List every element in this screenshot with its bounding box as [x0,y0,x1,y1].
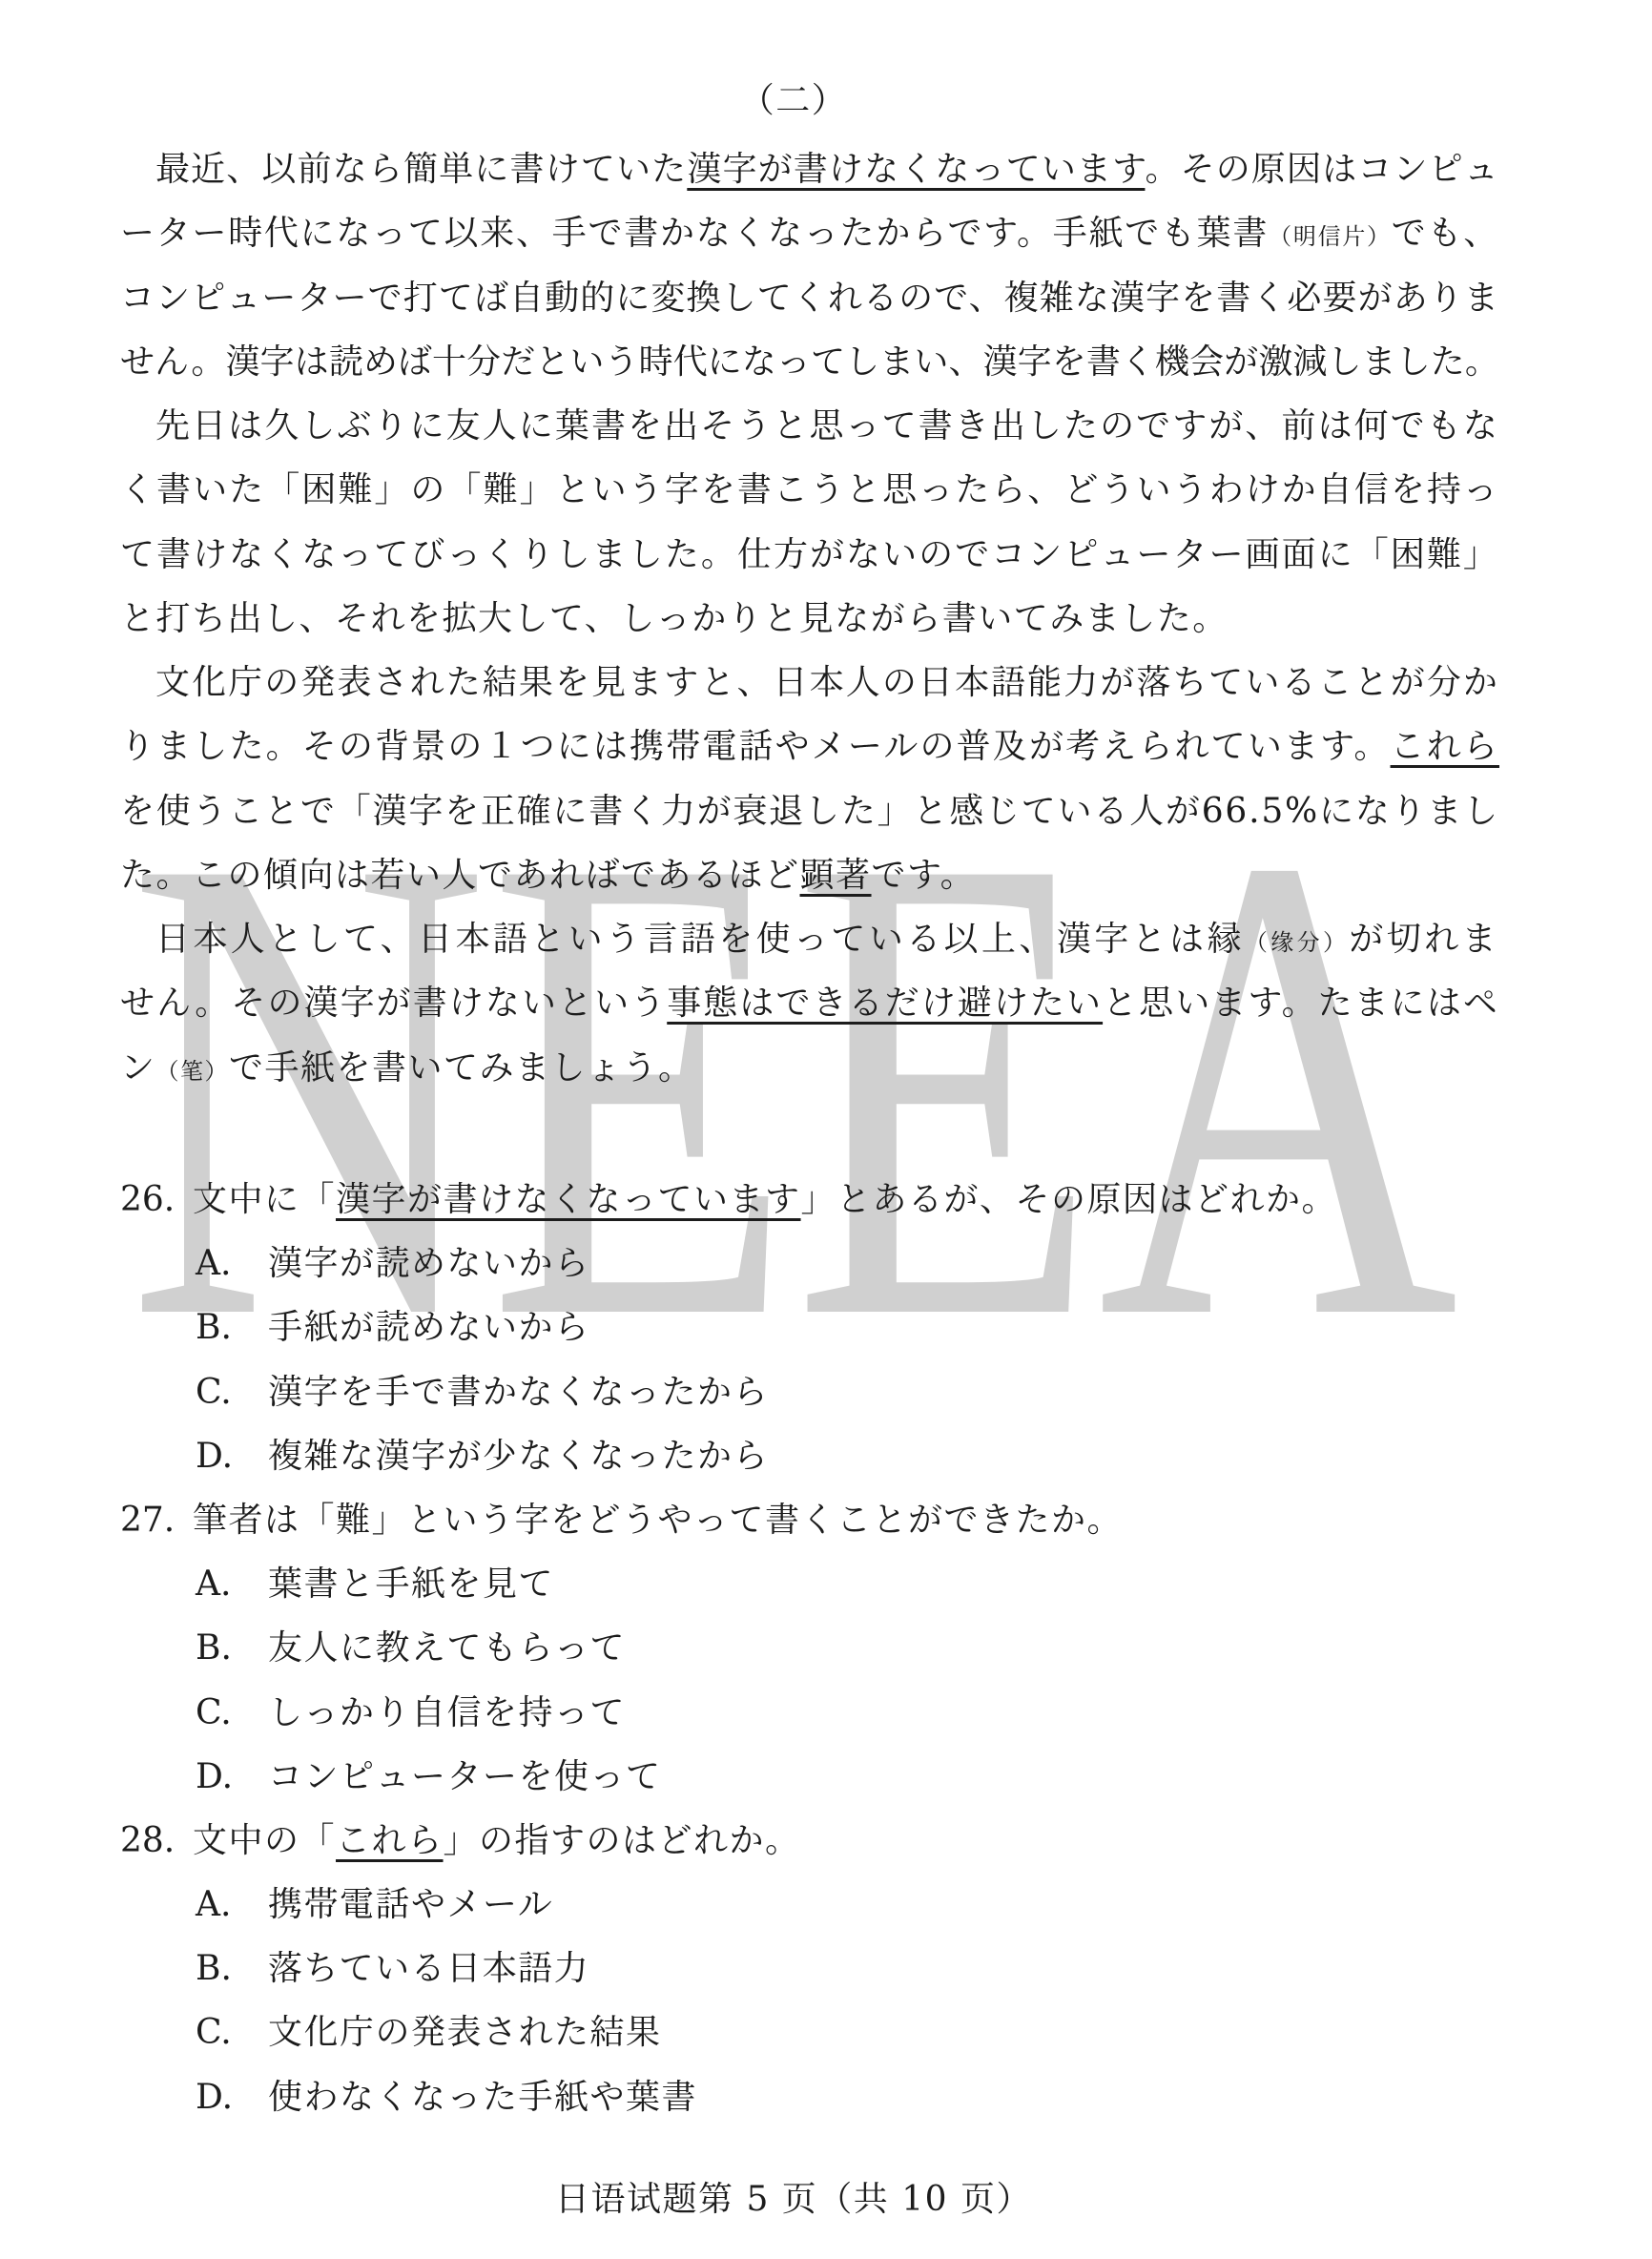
answer-option [120,1295,1499,1359]
underlined-phrase: 漢字が書けなくなっています [336,1180,801,1219]
text-run: せん。漢字は読めば十分だという時代になってしまい、漢字を書く機会が激減しました。 [120,342,1499,382]
answer-option [120,1745,1499,1809]
text-run: 文化庁の発表された結果を見ますと、日本人の日本語能力が落ちていることが分か [155,663,1499,703]
text-run: りました。その背景の１つには携帯電話やメールの普及が考えられています。 [120,727,1391,767]
text-run: ーター時代になって以来、手で書かなくなったからです。手紙でも葉書 [120,214,1270,254]
answer-option [120,1424,1499,1488]
answer-option [120,1616,1499,1680]
option-text: 友人に教えてもらって [268,1628,627,1668]
question-item [120,1488,1499,1809]
questions [120,1168,1499,2129]
text-run: せん。その漢字が書けないという [120,984,668,1024]
text-run: と打ち出し、それを拡大して、しっかりと見ながら書いてみました。 [120,598,1229,638]
option-label: B. [196,1628,232,1668]
option-label: A. [196,1244,232,1284]
paragraph-line [120,907,1499,971]
answer-option [120,1681,1499,1745]
watermark-text: NEEA [128,859,1458,1316]
answer-option [120,1360,1499,1424]
underlined-phrase: これら [336,1820,444,1860]
section-label: （二） [739,81,848,120]
paragraph-line [120,394,1499,458]
text-run: ン [120,1047,156,1088]
text-run: て書けなくなってびっくりしました。仕方がないのでコンピューター画面に「困難」 [120,534,1499,574]
option-text: 手紙が読めないから [268,1308,590,1348]
paragraph [120,394,1499,651]
option-label: B. [196,1949,232,1989]
gloss-note: （明信片） [1269,223,1392,251]
option-text: 文化庁の発表された結果 [268,2013,662,2053]
text-run: 」の指すのはどれか。 [443,1820,801,1860]
option-label: A. [196,1885,232,1925]
text-run: 最近、以前なら簡単に書けていた [155,150,688,189]
option-text: しっかり自信を持って [268,1692,627,1732]
answer-option [120,1232,1499,1295]
question-text [193,1821,801,1860]
paragraph-line [120,715,1499,778]
option-text: 携帯電話やメール [268,1885,554,1925]
gloss-note: （缘分） [1244,929,1350,957]
option-text: 落ちている日本語力 [268,1949,590,1989]
question-text [193,1180,1337,1219]
question-item [120,1809,1499,2129]
text-run: 。その原因はコンピュ [1145,150,1499,189]
option-label: C. [196,1692,232,1732]
paragraph-line [120,458,1499,522]
text-run: と思います。たまにはペ [1103,984,1499,1024]
text-run: でも、 [1391,214,1499,254]
paragraph-line [120,266,1499,330]
option-label: B. [196,1308,232,1348]
passage [120,137,1499,1100]
text-run: 日本人として、日本語という言語を使っている以上、漢字とは縁 [155,920,1245,960]
question-stem [120,1488,1499,1552]
question-item [120,1168,1499,1488]
option-label: D. [196,1756,234,1796]
paragraph-line [120,1036,1499,1100]
text-run: を使うことで「漢字を正確に書く力が衰退した」と感じている人が66.5%になりまし [120,791,1499,831]
option-text: 漢字が読めないから [268,1244,590,1284]
paragraph [120,651,1499,907]
option-text: コンピューターを使って [268,1756,662,1796]
option-label: C. [196,2013,232,2053]
page-footer: 日语试题第 5 页（共 10 页） [555,2180,1032,2219]
paragraph-line [120,330,1499,394]
option-text: 複雑な漢字が少なくなったから [268,1436,770,1476]
option-label: A. [196,1565,232,1605]
gloss-note: （笔） [155,1057,230,1085]
paragraph-line [120,523,1499,587]
paragraph [120,907,1499,1100]
text-run: で手紙を書いてみましょう。 [229,1047,694,1088]
paragraph [120,137,1499,394]
paragraph-line [120,843,1499,907]
question-stem [120,1809,1499,1873]
text-run: コンピューターで打てば自動的に変換してくれるので、複雑な漢字を書く必要がありま [120,278,1499,318]
paragraph-line [120,651,1499,715]
paragraph-line [120,779,1499,843]
answer-option [120,2000,1499,2064]
option-label: C. [196,1372,232,1412]
option-label: D. [196,1436,234,1476]
question-text [193,1501,1123,1540]
option-text: 葉書と手紙を見て [268,1565,555,1605]
paragraph-line [120,201,1499,265]
text-run: 文中に「 [193,1180,337,1219]
answer-option [120,2065,1499,2129]
option-text: 使わなくなった手紙や葉書 [268,2077,698,2117]
text-run: 文中の「 [193,1820,337,1860]
answer-option [120,1937,1499,2000]
text-run: 筆者は「難」という字をどうやって書くことができたか。 [193,1500,1124,1540]
paragraph-line [120,137,1499,201]
text-run: 先日は久しぶりに友人に葉書を出そうと思って書き出したのですが、前は何でもな [155,406,1499,446]
question-number: 27. [120,1500,176,1540]
paragraph-line [120,971,1499,1035]
text-run: 」とあるが、その原因はどれか。 [800,1180,1338,1219]
text-run: が切れま [1349,920,1499,960]
option-text: 漢字を手で書かなくなったから [268,1372,770,1412]
answer-option [120,1552,1499,1616]
question-number: 26. [120,1180,176,1219]
underlined-phrase: 事態はできるだけ避けたい [667,984,1104,1024]
underlined-phrase: 顕著 [799,855,872,895]
answer-option [120,1873,1499,1937]
text-run: く書いた「困難」の「難」という字を書こうと思ったら、どういうわけか自信を持っ [120,470,1499,510]
underlined-phrase: 漢字が書けなくなっています [687,150,1146,189]
question-stem [120,1168,1499,1232]
option-label: D. [196,2077,234,2117]
text-run: た。この傾向は若い人であればであるほど [120,855,800,895]
paragraph-line [120,587,1499,651]
text-run: です。 [871,855,977,895]
underlined-phrase: これら [1390,727,1499,767]
question-number: 28. [120,1820,176,1860]
